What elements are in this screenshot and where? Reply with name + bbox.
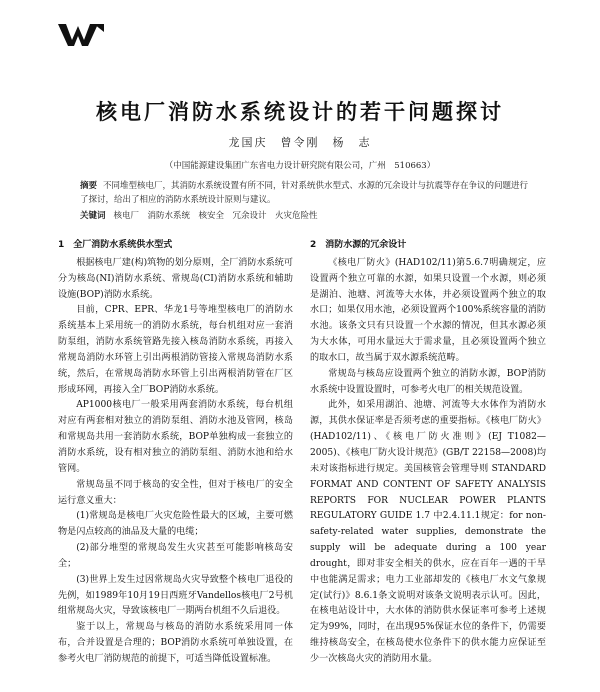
paragraph: 此外，如采用湖泊、池塘、河流等大水体作为消防水源，其供水保证率是否须考虑的重要指标。《核电厂防火》(HAD102/11)、《核电厂防火准则》(EJ T1082—2005)、《核电厂防火设计规范》(GB/T 22158—2008)均未对该指标进行规定。美国核管会管理导则 STANDARD FORMAT AND CONTENT OF SAFETY ANALYSIS REPORTS FOR NUCLEAR POWER PLANTS REGULATORY GUIDE 1.7 中2.4.11.1规定：for non-safety-related water supplies, demonstrate the supply will be adequate during a 100 year drought，即对非安全相关的供水，应在百年一遇的干旱中也能满足需求；电力工业部却发的《核电厂水文气象规定(试行)》8.6.1条文说明对该条文说明表示认可。因此，在核电站设计中，大水体的消防供水保证率可参考上述规定为99%，同时，在出现95%保证水位的条件下，仍需要维持核岛安全，在核岛使水位条件下的供水能力应保证至少一次核岛火灾的消防用水量。 [310, 400, 546, 664]
abstract-text: 不同堆型核电厂，其消防水系统设置有所不同，针对系统供水型式、水源的冗余设计与抗震等存在争议的问题进行了探讨，给出了相应的消防水系统设计原则与建议。 [80, 181, 529, 205]
right-column [310, 238, 546, 668]
list-item: (1)常规岛是核电厂火灾危险性最大的区域，主要可燃物是闪点较高的油品及大量的电缆； [58, 511, 293, 538]
keywords [80, 209, 530, 221]
paragraph: AP1000核电厂一般采用两套消防水系统，每台机组对应有两套相对独立的消防泵组、消防水池及管网，核岛和常规岛共用一套消防水系统，BOP单独构成一套独立的消防水系统，设有相对独立的消防泵组、消防水池和给水管网。 [58, 400, 293, 474]
paper-affiliation: （中国能源建设集团广东省电力设计研究院有限公司，广州 510663） [164, 161, 436, 171]
paragraph: 常规岛与核岛应设置两个独立的消防水源，BOP消防水系统中设置设置时，可参考火电厂的相关规范设置。 [310, 368, 546, 395]
section-heading-1: 1 全厂消防水系统供水型式 [58, 240, 173, 250]
journal-logo-icon [58, 22, 104, 48]
paper-authors: 龙国庆 曾令刚 杨 志 [228, 136, 372, 149]
list-item: (2)部分堆型的常规岛发生火灾甚至可能影响核岛安全； [58, 543, 293, 569]
keywords-text: 核电厂 消防水系统 核安全 冗余设计 火灾危险性 [113, 211, 318, 221]
paragraph: 根据核电厂建(构)筑物的划分原则，全厂消防水系统可分为核岛(NI)消防水系统、常规岛(CI)消防水系统和辅助设施(BOP)消防水系统。 [58, 257, 293, 300]
paragraph: 《核电厂防火》(HAD102/11)第5.6.7明确规定，应设置两个独立可靠的水源，如果只设置一个水源，则必须是湖泊、池塘、河流等大水体，并必须设置两个独立的取水口；如果仅用水池，必须设置两个100%系统容量的消防水池。该条文只有只设置一个水源的情况，但其水源必须为大水体，可用水量远大于需求量，且必须设置两个独立的取水口，故当属于双水源系统范畴。 [310, 257, 546, 363]
paragraph: 鉴于以上，常规岛与核岛的消防水系统采用同一体布，合并设置是合理的；BOP消防水系统可单独设置，在参考火电厂消防规范的前提下，可适当降低设置标准。 [58, 622, 293, 664]
list-item: (3)世界上发生过因常规岛火灾导致整个核电厂退役的先例，如1989年10月19日西班牙Vandellos核电厂2号机组常规岛火灾，导致该核电厂一期两台机组不久后退役。 [58, 574, 293, 617]
paragraph: 目前，CPR、EPR、华龙1号等堆型核电厂的消防水系统基本上采用统一的消防水系统，每台机组对应一套消防泵组，消防水系统管路先接入核岛消防水系统，再接入常规岛消防水环管上引出两根消防管接入常规岛消防水系统，然后，在常规岛消防水环管上引出两根消防管在厂区形成环网，再接入全厂BOP消防水系统。 [58, 305, 293, 395]
section-heading-2: 2 消防水源的冗余设计 [310, 240, 407, 250]
keywords-label: 关键词 [80, 211, 106, 221]
paragraph: 常规岛虽不同于核岛的安全性，但对于核电厂的安全运行意义重大： [58, 479, 293, 506]
abstract-label: 摘要 [80, 181, 98, 191]
paper-title: 核电厂消防水系统设计的若干问题探讨 [96, 100, 504, 124]
left-column [58, 238, 293, 668]
abstract [80, 179, 530, 207]
